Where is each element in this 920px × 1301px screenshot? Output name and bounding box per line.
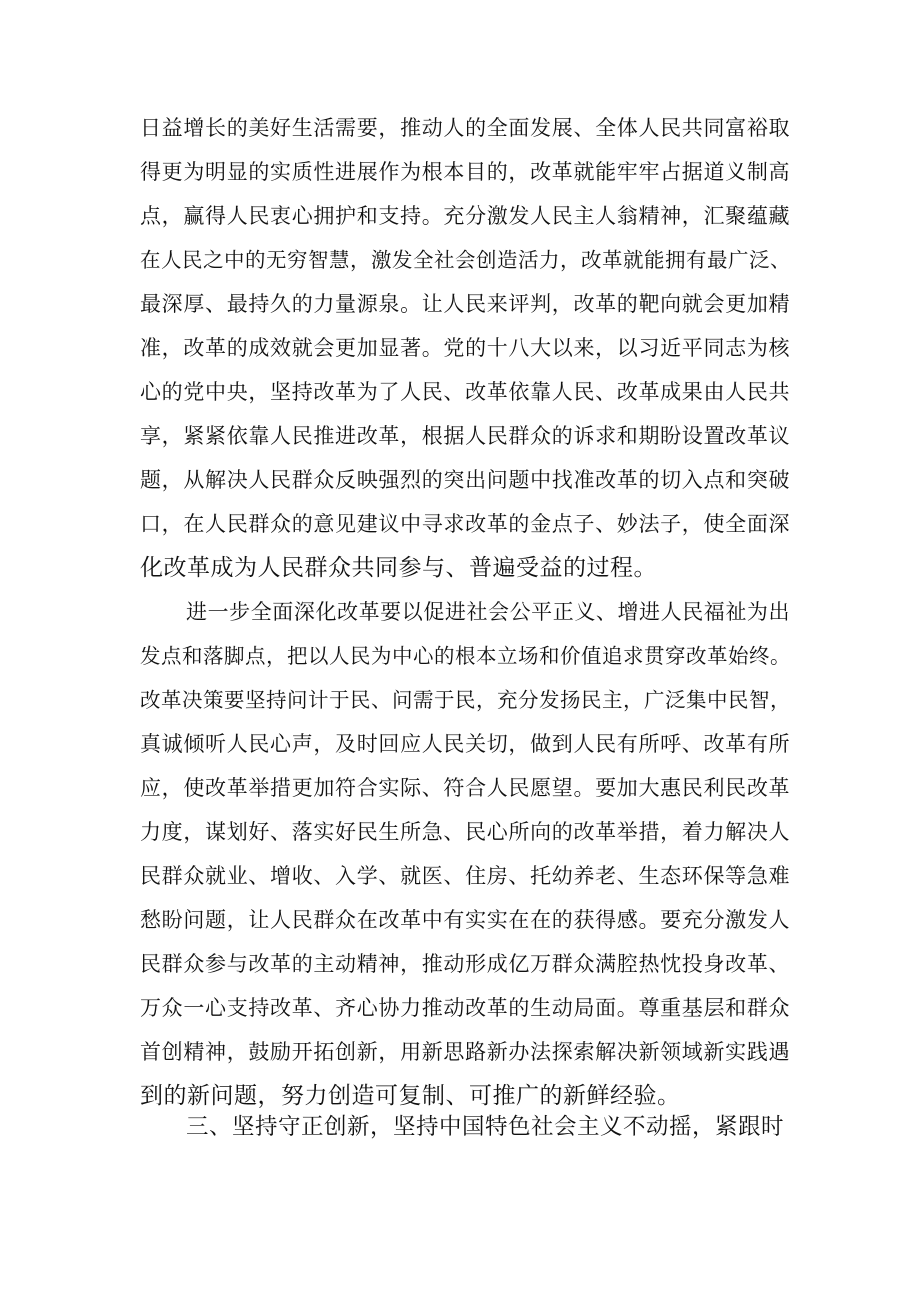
paragraph-2-line: 力度，谋划好、落实好民生所急、民心所向的改革举措，着力解决人 — [140, 820, 790, 844]
paragraph-1-line: 心的党中央，坚持改革为了人民、改革依靠人民、改革成果由人民共 — [140, 380, 790, 404]
paragraph-2-line: 进一步全面深化改革要以促进社会公平正义、增进人民福祉为出 — [186, 600, 790, 624]
paragraph-2-line: 真诚倾听人民心声，及时回应人民关切，做到人民有所呼、改革有所 — [140, 732, 790, 756]
paragraph-2-line: 民群众就业、增收、入学、就医、住房、托幼养老、生态环保等急难 — [140, 864, 790, 888]
paragraph-1-line: 日益增长的美好生活需要，推动人的全面发展、全体人民共同富裕取 — [140, 116, 790, 140]
paragraph-2-line: 到的新问题，努力创造可复制、可推广的新鲜经验。 — [140, 1083, 681, 1109]
paragraph-1-line: 在人民之中的无穷智慧，激发全社会创造活力，改革就能拥有最广泛、 — [140, 248, 791, 272]
paragraph-2-line: 民群众参与改革的主动精神，推动形成亿万群众满腔热忱投身改革、 — [140, 952, 790, 976]
paragraph-2-line: 首创精神，鼓励开拓创新，用新思路新办法探索解决新领域新实践遇 — [140, 1040, 790, 1064]
paragraph-1-line: 口，在人民群众的意见建议中寻求改革的金点子、妙法子，使全面深 — [140, 512, 790, 536]
paragraph-2-line: 发点和落脚点，把以人民为中心的根本立场和价值追求贯穿改革始终。 — [140, 644, 791, 668]
paragraph-1-line: 享，紧紧依靠人民推进改革，根据人民群众的诉求和期盼设置改革议 — [140, 424, 790, 448]
paragraph-1-line: 题，从解决人民群众反映强烈的突出问题中找准改革的切入点和突破 — [140, 468, 790, 492]
paragraph-1-line: 得更为明显的实质性进展作为根本目的，改革就能牢牢占据道义制高 — [140, 160, 790, 184]
paragraph-1-line: 最深厚、最持久的力量源泉。让人民来评判，改革的靶向就会更加精 — [140, 292, 790, 316]
paragraph-2-line: 改革决策要坚持问计于民、问需于民，充分发扬民主，广泛集中民智， — [140, 688, 791, 712]
paragraph-2-line: 愁盼问题，让人民群众在改革中有实实在在的获得感。要充分激发人 — [140, 908, 790, 932]
paragraph-2-line: 万众一心支持改革、齐心协力推动改革的生动局面。尊重基层和群众 — [140, 996, 790, 1020]
paragraph-1-line: 准，改革的成效就会更加显著。党的十八大以来，以习近平同志为核 — [140, 336, 790, 360]
paragraph-2-line: 应，使改革举措更加符合实际、符合人民愿望。要加大惠民利民改革 — [140, 776, 790, 800]
paragraph-1-line: 化改革成为人民群众共同参与、普遍受益的过程。 — [140, 555, 657, 581]
paragraph-1-line: 点，赢得人民衷心拥护和支持。充分激发人民主人翁精神，汇聚蕴藏 — [140, 204, 790, 228]
section-heading: 三、坚持守正创新，坚持中国特色社会主义不动摇，紧跟时 — [186, 1114, 785, 1140]
